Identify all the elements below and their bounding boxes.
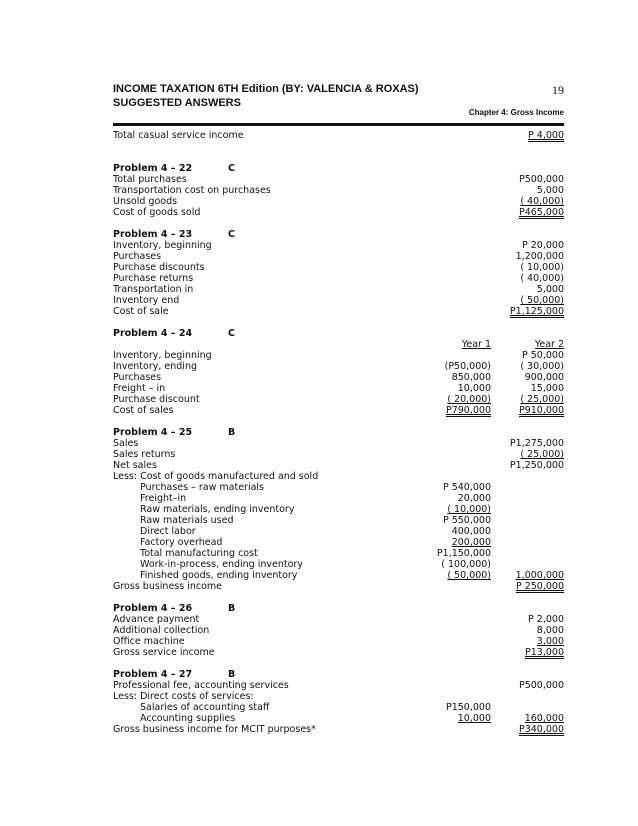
line-item (113, 361, 564, 372)
line-item (113, 295, 564, 306)
line-label: Purchase discounts (113, 262, 205, 273)
line-amount-year-2: ( 30,000) (520, 361, 564, 372)
line-amount-sub: P1,150,000 (436, 548, 491, 559)
problem-answer: B (228, 669, 236, 680)
line-item (113, 207, 564, 218)
line-label: Transportation in (113, 284, 194, 295)
line-amount: P340,000 (518, 724, 564, 735)
line-label: Factory overhead (140, 537, 223, 548)
line-label: Inventory, ending (113, 361, 198, 372)
line-amount: 1,000,000 (515, 570, 564, 581)
line-amount-year-2: 900,000 (524, 372, 564, 383)
line-label: Net sales (113, 460, 157, 471)
line-item (113, 647, 564, 658)
line-label: Raw materials used (140, 515, 234, 526)
line-item (113, 581, 564, 592)
line-label: Office machine (113, 636, 185, 647)
column-header-year-1: Year 1 (461, 339, 491, 350)
problem-title: Problem 4 – 22 (113, 163, 193, 174)
line-label: Raw materials, ending inventory (140, 504, 295, 515)
line-amount: 5,000 (536, 284, 564, 295)
line-item (113, 537, 564, 548)
line-item (113, 471, 564, 482)
line-label: Inventory, beginning (113, 350, 212, 361)
line-item (113, 438, 564, 449)
problem-answer: C (228, 163, 235, 174)
line-label: Inventory, beginning (113, 240, 212, 251)
line-item (113, 570, 564, 581)
line-item (113, 504, 564, 515)
line-item (113, 559, 564, 570)
line-amount: P13,000 (525, 647, 564, 658)
line-label: Transportation cost on purchases (113, 185, 271, 196)
line-label: Total manufacturing cost (140, 548, 258, 559)
line-item (113, 130, 564, 141)
line-label: Purchases (113, 372, 162, 383)
line-item (113, 251, 564, 262)
problem-heading (113, 229, 564, 240)
line-item (113, 262, 564, 273)
line-amount: P 2,000 (528, 614, 564, 625)
line-label: Gross business income for MCIT purposes* (113, 724, 316, 735)
line-label: Accounting supplies (140, 713, 236, 724)
line-amount-sub: ( 50,000) (447, 570, 491, 581)
line-label: Gross service income (113, 647, 215, 658)
line-label: Advance payment (113, 614, 200, 625)
line-label: Total casual service income (113, 130, 244, 141)
line-label: Purchase returns (113, 273, 194, 284)
line-item (113, 460, 564, 471)
line-label: Cost of sales (113, 405, 174, 416)
problem-title: Problem 4 – 27 (113, 669, 193, 680)
line-amount-sub: P150,000 (445, 702, 491, 713)
line-label: Sales returns (113, 449, 176, 460)
line-amount: 3,000 (536, 636, 564, 647)
line-amount-sub: 400,000 (451, 526, 491, 537)
line-amount-year-1: 850,000 (451, 372, 491, 383)
line-amount: P500,000 (518, 680, 564, 691)
line-amount: P1,250,000 (509, 460, 564, 471)
line-amount-year-1: (P50,000) (444, 361, 491, 372)
line-label: Professional fee, accounting services (113, 680, 289, 691)
line-label: Additional collection (113, 625, 210, 636)
document-title: INCOME TAXATION 6TH Edition (BY: VALENCIA & ROXAS) (113, 83, 419, 95)
line-label: Unsold goods (113, 196, 178, 207)
line-amount: P 20,000 (522, 240, 564, 251)
column-headers (113, 339, 564, 350)
problem-title: Problem 4 – 26 (113, 603, 193, 614)
problem-heading (113, 163, 564, 174)
line-label: Gross business income (113, 581, 223, 592)
line-amount: P465,000 (518, 207, 564, 218)
line-amount: ( 50,000) (520, 295, 564, 306)
line-item (113, 515, 564, 526)
line-label: Inventory end (113, 295, 180, 306)
problem-heading (113, 328, 564, 339)
page-number: 19 (552, 83, 564, 97)
problem-answer: B (228, 427, 236, 438)
problem-heading (113, 603, 564, 614)
line-label: Work-in-process, ending inventory (140, 559, 303, 570)
line-amount-sub: ( 10,000) (447, 504, 491, 515)
line-amount-sub: P 540,000 (442, 482, 491, 493)
problem-heading (113, 669, 564, 680)
line-item (113, 625, 564, 636)
line-item (113, 449, 564, 460)
problem-title: Problem 4 – 24 (113, 328, 193, 339)
line-amount-year-1: ( 20,000) (447, 394, 491, 405)
line-item (113, 636, 564, 647)
line-amount-sub: 10,000 (457, 713, 491, 724)
line-item (113, 185, 564, 196)
line-label: Total purchases (113, 174, 187, 185)
line-item (113, 482, 564, 493)
line-amount-year-2: P 50,000 (522, 350, 564, 361)
line-item (113, 493, 564, 504)
line-label: Finished goods, ending inventory (140, 570, 298, 581)
line-item (113, 240, 564, 251)
line-item (113, 350, 564, 361)
problem-title: Problem 4 – 23 (113, 229, 193, 240)
line-label: Less: Direct costs of services: (113, 691, 254, 702)
line-item (113, 383, 564, 394)
line-amount: ( 40,000) (520, 196, 564, 207)
line-item (113, 713, 564, 724)
line-label: Sales (113, 438, 139, 449)
problem-answer: C (228, 229, 235, 240)
line-amount: P 250,000 (515, 581, 564, 592)
line-label: Freight – in (113, 383, 166, 394)
line-label: Freight–in (140, 493, 187, 504)
line-item (113, 394, 564, 405)
line-amount-sub: P 550,000 (442, 515, 491, 526)
line-item (113, 614, 564, 625)
answers-body (113, 130, 564, 735)
line-label: Purchase discount (113, 394, 200, 405)
line-label: Cost of sale (113, 306, 169, 317)
chapter-heading: Chapter 4: Gross Income (468, 108, 564, 117)
line-amount-year-1: P790,000 (445, 405, 491, 416)
line-amount-year-2: P910,000 (518, 405, 564, 416)
line-amount-year-1: 10,000 (457, 383, 491, 394)
line-amount: P500,000 (518, 174, 564, 185)
line-amount: P1,125,000 (509, 306, 564, 317)
line-item (113, 548, 564, 559)
line-amount-sub: ( 100,000) (441, 559, 491, 570)
line-item (113, 526, 564, 537)
line-item (113, 306, 564, 317)
line-amount: 8,000 (536, 625, 564, 636)
line-amount-year-2: ( 25,000) (520, 394, 564, 405)
line-label: Less: Cost of goods manufactured and sold (113, 471, 319, 482)
line-amount-sub: 20,000 (457, 493, 491, 504)
line-amount: ( 10,000) (520, 262, 564, 273)
line-item (113, 174, 564, 185)
line-amount: P1,275,000 (509, 438, 564, 449)
line-item (113, 405, 564, 416)
line-item (113, 680, 564, 691)
line-amount: P 4,000 (528, 130, 564, 141)
line-amount-year-2: 15,000 (530, 383, 564, 394)
line-item (113, 372, 564, 383)
line-item (113, 691, 564, 702)
line-item (113, 702, 564, 713)
line-label: Direct labor (140, 526, 196, 537)
line-item (113, 724, 564, 735)
problem-answer: C (228, 328, 235, 339)
line-amount: ( 40,000) (520, 273, 564, 284)
line-amount: 5,000 (536, 185, 564, 196)
line-label: Cost of goods sold (113, 207, 201, 218)
line-label: Salaries of accounting staff (140, 702, 270, 713)
column-header-year-2: Year 2 (534, 339, 564, 350)
line-label: Purchases – raw materials (140, 482, 264, 493)
problem-answer: B (228, 603, 236, 614)
line-amount: 1,200,000 (515, 251, 564, 262)
line-label: Purchases (113, 251, 162, 262)
problem-heading (113, 427, 564, 438)
line-amount: 160,000 (524, 713, 564, 724)
document-subtitle: SUGGESTED ANSWERS (113, 97, 241, 109)
line-amount: ( 25,000) (520, 449, 564, 460)
line-item (113, 196, 564, 207)
line-item (113, 284, 564, 295)
header-rule (113, 123, 564, 126)
line-item (113, 273, 564, 284)
problem-title: Problem 4 – 25 (113, 427, 193, 438)
line-amount-sub: 200,000 (451, 537, 491, 548)
